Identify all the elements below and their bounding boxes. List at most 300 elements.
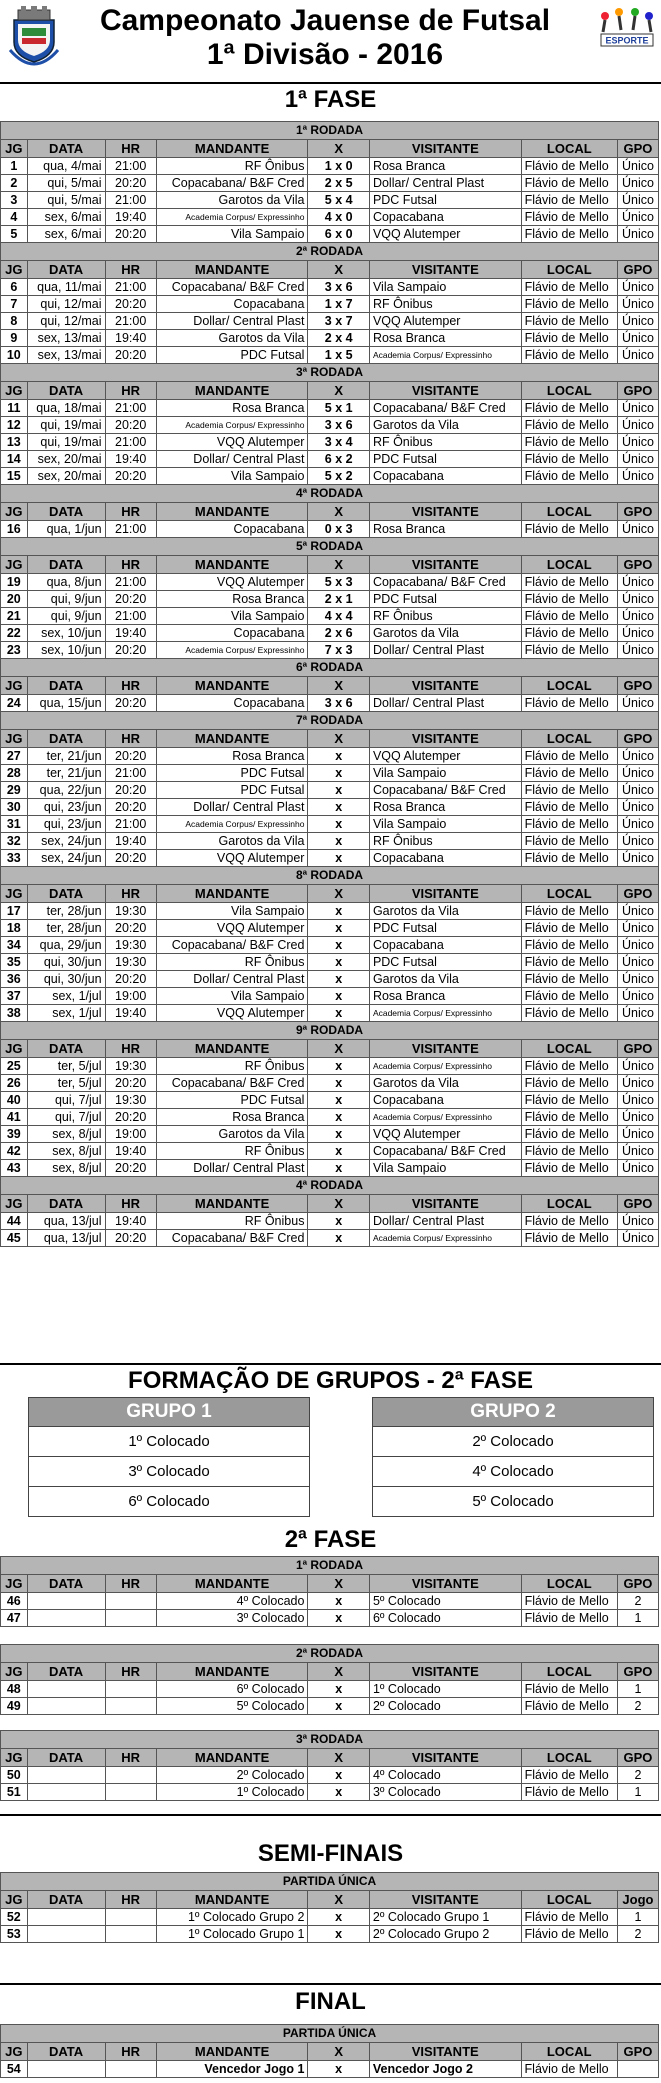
table-row bbox=[1, 608, 659, 625]
cell-hr: 20:20 bbox=[105, 468, 156, 485]
cell-x: x bbox=[308, 1593, 369, 1610]
divider bbox=[0, 82, 661, 84]
table-row bbox=[1, 1109, 659, 1126]
cell-jg: 23 bbox=[1, 642, 28, 659]
cell-mandante: Vila Sampaio bbox=[156, 468, 308, 485]
table-row bbox=[1, 1213, 659, 1230]
cell-data: sex, 8/jul bbox=[27, 1126, 105, 1143]
cell-local: Flávio de Mello bbox=[521, 521, 617, 538]
cell-x: x bbox=[308, 1005, 369, 1022]
column-header-data: DATA bbox=[27, 1195, 105, 1213]
cell-jg: 44 bbox=[1, 1213, 28, 1230]
cell-jg: 28 bbox=[1, 765, 28, 782]
cell-hr: 20:20 bbox=[105, 296, 156, 313]
column-header-data: DATA bbox=[27, 677, 105, 695]
table-row bbox=[1, 347, 659, 364]
cell-gpo: Único bbox=[617, 765, 658, 782]
cell-hr bbox=[105, 1784, 156, 1801]
cell-local: Flávio de Mello bbox=[521, 1909, 617, 1926]
cell-visitante: VQQ Alutemper bbox=[369, 226, 521, 243]
cell-visitante: 5º Colocado bbox=[369, 1593, 521, 1610]
cell-hr: 20:20 bbox=[105, 695, 156, 712]
cell-mandante: Copacabana bbox=[156, 296, 308, 313]
cell-jg: 49 bbox=[1, 1698, 28, 1715]
cell-jg: 14 bbox=[1, 451, 28, 468]
cell-hr: 20:20 bbox=[105, 226, 156, 243]
grupo2-item: 5º Colocado bbox=[472, 1493, 554, 1510]
cell-visitante: Copacabana/ B&F Cred bbox=[369, 782, 521, 799]
cell-mandante: Dollar/ Central Plast bbox=[156, 313, 308, 330]
cell-local: Flávio de Mello bbox=[521, 1767, 617, 1784]
cell-gpo: Único bbox=[617, 1230, 658, 1247]
cell-data: sex, 24/jun bbox=[27, 850, 105, 867]
cell-visitante: RF Ônibus bbox=[369, 833, 521, 850]
column-header-row bbox=[1, 677, 659, 695]
cell-mandante: Vila Sampaio bbox=[156, 988, 308, 1005]
cell-x: x bbox=[308, 2061, 369, 2078]
cell-local: Flávio de Mello bbox=[521, 1593, 617, 1610]
table-row bbox=[1, 642, 659, 659]
cell-jg: 3 bbox=[1, 192, 28, 209]
table-row bbox=[1, 782, 659, 799]
cell-hr: 21:00 bbox=[105, 765, 156, 782]
cell-hr: 20:20 bbox=[105, 1160, 156, 1177]
column-header-mandante: MANDANTE bbox=[156, 1040, 308, 1058]
final-title: FINAL bbox=[295, 1988, 366, 2015]
cell-local: Flávio de Mello bbox=[521, 799, 617, 816]
column-header-gpo: GPO bbox=[617, 730, 658, 748]
column-header-row bbox=[1, 730, 659, 748]
cell-mandante: VQQ Alutemper bbox=[156, 574, 308, 591]
round-header-row bbox=[1, 1731, 659, 1749]
fase2-title: 2ª FASE bbox=[284, 1526, 377, 1553]
cell-x: x bbox=[308, 1109, 369, 1126]
cell-gpo: 2 bbox=[617, 1767, 658, 1784]
cell-data: qua, 13/jul bbox=[27, 1213, 105, 1230]
cell-mandante: Copacabana bbox=[156, 625, 308, 642]
cell-local: Flávio de Mello bbox=[521, 971, 617, 988]
column-header-hr: HR bbox=[105, 1663, 156, 1681]
cell-hr bbox=[105, 1767, 156, 1784]
round-header-row bbox=[1, 1873, 659, 1891]
cell-jg: 11 bbox=[1, 400, 28, 417]
cell-data: sex, 6/mai bbox=[27, 226, 105, 243]
column-header-jg: JG bbox=[1, 1749, 28, 1767]
cell-jg: 34 bbox=[1, 937, 28, 954]
cell-local: Flávio de Mello bbox=[521, 2061, 617, 2078]
column-header-mandante: MANDANTE bbox=[156, 885, 308, 903]
cell-gpo: Único bbox=[617, 330, 658, 347]
cell-mandante: VQQ Alutemper bbox=[156, 434, 308, 451]
cell-local: Flávio de Mello bbox=[521, 468, 617, 485]
cell-mandante: Rosa Branca bbox=[156, 400, 308, 417]
table-row bbox=[1, 175, 659, 192]
cell-x: x bbox=[308, 988, 369, 1005]
cell-hr: 20:20 bbox=[105, 782, 156, 799]
table-row bbox=[1, 330, 659, 347]
cell-data: qui, 23/jun bbox=[27, 799, 105, 816]
cell-local: Flávio de Mello bbox=[521, 850, 617, 867]
column-header-x: X bbox=[308, 556, 369, 574]
cell-x: 7 x 3 bbox=[308, 642, 369, 659]
table-row bbox=[1, 971, 659, 988]
cell-visitante: Vila Sampaio bbox=[369, 1160, 521, 1177]
cell-data: sex, 10/jun bbox=[27, 625, 105, 642]
cell-gpo: Único bbox=[617, 1075, 658, 1092]
column-header-local: LOCAL bbox=[521, 1040, 617, 1058]
page-subtitle: 1ª Divisão - 2016 bbox=[206, 38, 444, 71]
cell-hr: 20:20 bbox=[105, 1230, 156, 1247]
cell-x: x bbox=[308, 937, 369, 954]
cell-visitante: 2º Colocado bbox=[369, 1698, 521, 1715]
cell-x: 5 x 2 bbox=[308, 468, 369, 485]
cell-x: 2 x 1 bbox=[308, 591, 369, 608]
cell-local: Flávio de Mello bbox=[521, 347, 617, 364]
cell-gpo: Único bbox=[617, 158, 658, 175]
cell-x: 2 x 6 bbox=[308, 625, 369, 642]
table-row bbox=[1, 937, 659, 954]
column-header-x: X bbox=[308, 885, 369, 903]
cell-data: ter, 5/jul bbox=[27, 1058, 105, 1075]
cell-jg: 53 bbox=[1, 1926, 28, 1943]
column-header-data: DATA bbox=[27, 1663, 105, 1681]
column-header-jg: JG bbox=[1, 382, 28, 400]
cell-local: Flávio de Mello bbox=[521, 296, 617, 313]
grupo1-item: 3º Colocado bbox=[29, 1457, 309, 1487]
cell-x: x bbox=[308, 1143, 369, 1160]
cell-x: x bbox=[308, 748, 369, 765]
cell-data: sex, 13/mai bbox=[27, 347, 105, 364]
cell-data: qui, 23/jun bbox=[27, 816, 105, 833]
cell-gpo: Único bbox=[617, 417, 658, 434]
cell-data: ter, 28/jun bbox=[27, 903, 105, 920]
column-header-hr: HR bbox=[105, 1575, 156, 1593]
round-label: 4ª RODADA bbox=[1, 1177, 659, 1195]
cell-x: x bbox=[308, 954, 369, 971]
cell-jg: 9 bbox=[1, 330, 28, 347]
cell-x: x bbox=[308, 799, 369, 816]
column-header-visitante: VISITANTE bbox=[369, 503, 521, 521]
cell-gpo: Único bbox=[617, 434, 658, 451]
column-header-gpo: GPO bbox=[617, 556, 658, 574]
cell-visitante: 3º Colocado bbox=[369, 1784, 521, 1801]
cell-hr: 20:20 bbox=[105, 175, 156, 192]
cell-mandante: Garotos da Vila bbox=[156, 192, 308, 209]
grupo2-title: GRUPO 2 bbox=[373, 1398, 653, 1427]
table-row bbox=[1, 1126, 659, 1143]
cell-mandante: RF Ônibus bbox=[156, 954, 308, 971]
table-row bbox=[1, 695, 659, 712]
grupo2-item: 2º Colocado bbox=[373, 1427, 653, 1457]
table-row bbox=[1, 1005, 659, 1022]
column-header-local: LOCAL bbox=[521, 730, 617, 748]
cell-gpo: Único bbox=[617, 782, 658, 799]
cell-jg: 31 bbox=[1, 816, 28, 833]
column-header-row bbox=[1, 1749, 659, 1767]
table-row bbox=[1, 765, 659, 782]
cell-mandante: 2º Colocado bbox=[156, 1767, 308, 1784]
column-header-data: DATA bbox=[27, 1575, 105, 1593]
cell-hr: 19:00 bbox=[105, 1126, 156, 1143]
column-header-mandante: MANDANTE bbox=[156, 261, 308, 279]
cell-local: Flávio de Mello bbox=[521, 920, 617, 937]
cell-local: Flávio de Mello bbox=[521, 903, 617, 920]
cell-data: qui, 19/mai bbox=[27, 434, 105, 451]
cell-x: 3 x 7 bbox=[308, 313, 369, 330]
cell-x: x bbox=[308, 816, 369, 833]
cell-local: Flávio de Mello bbox=[521, 642, 617, 659]
column-header-visitante: VISITANTE bbox=[369, 382, 521, 400]
cell-local: Flávio de Mello bbox=[521, 417, 617, 434]
column-header-hr: HR bbox=[105, 261, 156, 279]
table-row bbox=[1, 833, 659, 850]
column-header-visitante: VISITANTE bbox=[369, 2043, 521, 2061]
cell-mandante: PDC Futsal bbox=[156, 765, 308, 782]
cell-hr: 21:00 bbox=[105, 521, 156, 538]
column-header-local: LOCAL bbox=[521, 261, 617, 279]
column-header-local: LOCAL bbox=[521, 1663, 617, 1681]
cell-mandante: Garotos da Vila bbox=[156, 833, 308, 850]
column-header-row bbox=[1, 1195, 659, 1213]
cell-jg: 16 bbox=[1, 521, 28, 538]
cell-jg: 15 bbox=[1, 468, 28, 485]
column-header-gpo: GPO bbox=[617, 1195, 658, 1213]
column-header-hr: HR bbox=[105, 140, 156, 158]
cell-local: Flávio de Mello bbox=[521, 279, 617, 296]
column-header-hr: HR bbox=[105, 2043, 156, 2061]
cell-x: x bbox=[308, 765, 369, 782]
column-header-x: X bbox=[308, 503, 369, 521]
cell-visitante: Academia Corpus/ Expressinho bbox=[369, 1109, 521, 1126]
cell-local: Flávio de Mello bbox=[521, 313, 617, 330]
grupo2-item: 4º Colocado bbox=[373, 1457, 653, 1487]
cell-mandante: 3º Colocado bbox=[156, 1610, 308, 1627]
table-row bbox=[1, 920, 659, 937]
column-header-mandante: MANDANTE bbox=[156, 1575, 308, 1593]
column-header-gpo: GPO bbox=[617, 1749, 658, 1767]
column-header-row bbox=[1, 503, 659, 521]
column-header-visitante: VISITANTE bbox=[369, 730, 521, 748]
fase2-round1-table bbox=[0, 1556, 659, 1627]
cell-gpo: Único bbox=[617, 903, 658, 920]
cell-x: 1 x 0 bbox=[308, 158, 369, 175]
column-header-jg: JG bbox=[1, 556, 28, 574]
cell-x: 6 x 0 bbox=[308, 226, 369, 243]
table-row bbox=[1, 209, 659, 226]
cell-data: sex, 10/jun bbox=[27, 642, 105, 659]
cell-mandante: Copacabana bbox=[156, 521, 308, 538]
column-header-jg: JG bbox=[1, 677, 28, 695]
table-row bbox=[1, 2061, 659, 2078]
cell-hr: 20:20 bbox=[105, 850, 156, 867]
table-row bbox=[1, 816, 659, 833]
cell-x: 5 x 4 bbox=[308, 192, 369, 209]
column-header-gpo: GPO bbox=[617, 677, 658, 695]
cell-visitante: Academia Corpus/ Expressinho bbox=[369, 1058, 521, 1075]
column-header-hr: HR bbox=[105, 382, 156, 400]
cell-x: x bbox=[308, 971, 369, 988]
cell-mandante: Garotos da Vila bbox=[156, 1126, 308, 1143]
cell-gpo bbox=[617, 2061, 658, 2078]
column-header-jg: JG bbox=[1, 503, 28, 521]
cell-jogo: 1 bbox=[617, 1909, 658, 1926]
cell-visitante: Vila Sampaio bbox=[369, 279, 521, 296]
cell-x: 3 x 6 bbox=[308, 279, 369, 296]
column-header-mandante: MANDANTE bbox=[156, 730, 308, 748]
column-header-x: X bbox=[308, 1040, 369, 1058]
column-header-local: LOCAL bbox=[521, 677, 617, 695]
cell-data: qua, 15/jun bbox=[27, 695, 105, 712]
table-row bbox=[1, 1909, 659, 1926]
cell-mandante: 1º Colocado bbox=[156, 1784, 308, 1801]
cell-jg: 45 bbox=[1, 1230, 28, 1247]
cell-data: qui, 30/jun bbox=[27, 971, 105, 988]
cell-data: ter, 21/jun bbox=[27, 748, 105, 765]
cell-hr: 19:00 bbox=[105, 988, 156, 1005]
cell-x: x bbox=[308, 1126, 369, 1143]
cell-data: ter, 21/jun bbox=[27, 765, 105, 782]
table-row bbox=[1, 748, 659, 765]
cell-jg: 17 bbox=[1, 903, 28, 920]
column-header-x: X bbox=[308, 382, 369, 400]
column-header-visitante: VISITANTE bbox=[369, 1891, 521, 1909]
cell-hr: 19:30 bbox=[105, 1092, 156, 1109]
cell-jg: 30 bbox=[1, 799, 28, 816]
cell-gpo: Único bbox=[617, 192, 658, 209]
cell-mandante: Academia Corpus/ Expressinho bbox=[156, 642, 308, 659]
cell-visitante: Vencedor Jogo 2 bbox=[369, 2061, 521, 2078]
cell-visitante: Vila Sampaio bbox=[369, 816, 521, 833]
cell-visitante: PDC Futsal bbox=[369, 591, 521, 608]
cell-gpo: Único bbox=[617, 468, 658, 485]
column-header-data: DATA bbox=[27, 556, 105, 574]
cell-jg: 4 bbox=[1, 209, 28, 226]
table-row bbox=[1, 279, 659, 296]
cell-x: 4 x 0 bbox=[308, 209, 369, 226]
column-header-data: DATA bbox=[27, 382, 105, 400]
cell-visitante: Copacabana bbox=[369, 937, 521, 954]
round-header-row bbox=[1, 243, 659, 261]
semi-schedule-table bbox=[0, 1872, 659, 1943]
cell-local: Flávio de Mello bbox=[521, 1784, 617, 1801]
column-header-local: LOCAL bbox=[521, 1891, 617, 1909]
cell-hr: 19:40 bbox=[105, 1213, 156, 1230]
round-header-row bbox=[1, 485, 659, 503]
cell-hr: 20:20 bbox=[105, 1075, 156, 1092]
table-row bbox=[1, 1075, 659, 1092]
table-row bbox=[1, 313, 659, 330]
cell-gpo: 1 bbox=[617, 1610, 658, 1627]
cell-x: x bbox=[308, 850, 369, 867]
column-header-visitante: VISITANTE bbox=[369, 556, 521, 574]
column-header-gpo: GPO bbox=[617, 1040, 658, 1058]
cell-gpo: Único bbox=[617, 937, 658, 954]
cell-local: Flávio de Mello bbox=[521, 330, 617, 347]
column-header-data: DATA bbox=[27, 1040, 105, 1058]
cell-hr: 20:20 bbox=[105, 591, 156, 608]
cell-data bbox=[27, 1681, 105, 1698]
cell-hr: 20:20 bbox=[105, 417, 156, 434]
cell-mandante: Copacabana/ B&F Cred bbox=[156, 1230, 308, 1247]
column-header-jg: JG bbox=[1, 1575, 28, 1593]
cell-hr: 21:00 bbox=[105, 158, 156, 175]
cell-hr: 19:40 bbox=[105, 625, 156, 642]
cell-gpo: Único bbox=[617, 400, 658, 417]
cell-visitante: Dollar/ Central Plast bbox=[369, 1213, 521, 1230]
cell-jg: 40 bbox=[1, 1092, 28, 1109]
fase2-round2-table bbox=[0, 1644, 659, 1715]
column-header-jg: JG bbox=[1, 730, 28, 748]
cell-visitante: Garotos da Vila bbox=[369, 971, 521, 988]
column-header-x: X bbox=[308, 2043, 369, 2061]
cell-mandante: VQQ Alutemper bbox=[156, 850, 308, 867]
cell-jg: 50 bbox=[1, 1767, 28, 1784]
cell-local: Flávio de Mello bbox=[521, 1058, 617, 1075]
column-header-row bbox=[1, 1575, 659, 1593]
column-header-mandante: MANDANTE bbox=[156, 1749, 308, 1767]
column-header-gpo: GPO bbox=[617, 1575, 658, 1593]
cell-gpo: Único bbox=[617, 816, 658, 833]
cell-local: Flávio de Mello bbox=[521, 1681, 617, 1698]
cell-visitante: Copacabana bbox=[369, 1092, 521, 1109]
round-label: 3ª RODADA bbox=[1, 364, 659, 382]
cell-gpo: Único bbox=[617, 748, 658, 765]
round-header-row bbox=[1, 2025, 659, 2043]
cell-x: x bbox=[308, 920, 369, 937]
cell-data bbox=[27, 1767, 105, 1784]
cell-data: ter, 5/jul bbox=[27, 1075, 105, 1092]
cell-local: Flávio de Mello bbox=[521, 158, 617, 175]
round-label: 3ª RODADA bbox=[1, 1731, 659, 1749]
column-header-row bbox=[1, 885, 659, 903]
cell-gpo: Único bbox=[617, 451, 658, 468]
cell-data: qua, 4/mai bbox=[27, 158, 105, 175]
cell-x: 1 x 7 bbox=[308, 296, 369, 313]
cell-gpo: Único bbox=[617, 1126, 658, 1143]
round-label: 7ª RODADA bbox=[1, 712, 659, 730]
cell-x: 3 x 6 bbox=[308, 417, 369, 434]
cell-jg: 51 bbox=[1, 1784, 28, 1801]
cell-hr: 20:20 bbox=[105, 1109, 156, 1126]
cell-jg: 20 bbox=[1, 591, 28, 608]
column-header-data: DATA bbox=[27, 503, 105, 521]
table-row bbox=[1, 226, 659, 243]
column-header-hr: HR bbox=[105, 503, 156, 521]
cell-x: 5 x 1 bbox=[308, 400, 369, 417]
divider bbox=[0, 1983, 661, 1985]
column-header-jogo: Jogo bbox=[617, 1891, 658, 1909]
column-header-row bbox=[1, 140, 659, 158]
cell-hr: 19:30 bbox=[105, 903, 156, 920]
cell-visitante: PDC Futsal bbox=[369, 920, 521, 937]
cell-jg: 18 bbox=[1, 920, 28, 937]
column-header-mandante: MANDANTE bbox=[156, 1195, 308, 1213]
cell-data: qui, 12/mai bbox=[27, 313, 105, 330]
cell-local: Flávio de Mello bbox=[521, 451, 617, 468]
cell-data: qua, 18/mai bbox=[27, 400, 105, 417]
cell-hr bbox=[105, 1926, 156, 1943]
cell-visitante: 2º Colocado Grupo 2 bbox=[369, 1926, 521, 1943]
cell-visitante: Rosa Branca bbox=[369, 330, 521, 347]
round-label: 1ª RODADA bbox=[1, 1557, 659, 1575]
cell-hr: 20:20 bbox=[105, 971, 156, 988]
cell-x: x bbox=[308, 1784, 369, 1801]
cell-jg: 41 bbox=[1, 1109, 28, 1126]
column-header-gpo: GPO bbox=[617, 261, 658, 279]
cell-data: qua, 11/mai bbox=[27, 279, 105, 296]
cell-x: x bbox=[308, 1926, 369, 1943]
cell-jg: 19 bbox=[1, 574, 28, 591]
